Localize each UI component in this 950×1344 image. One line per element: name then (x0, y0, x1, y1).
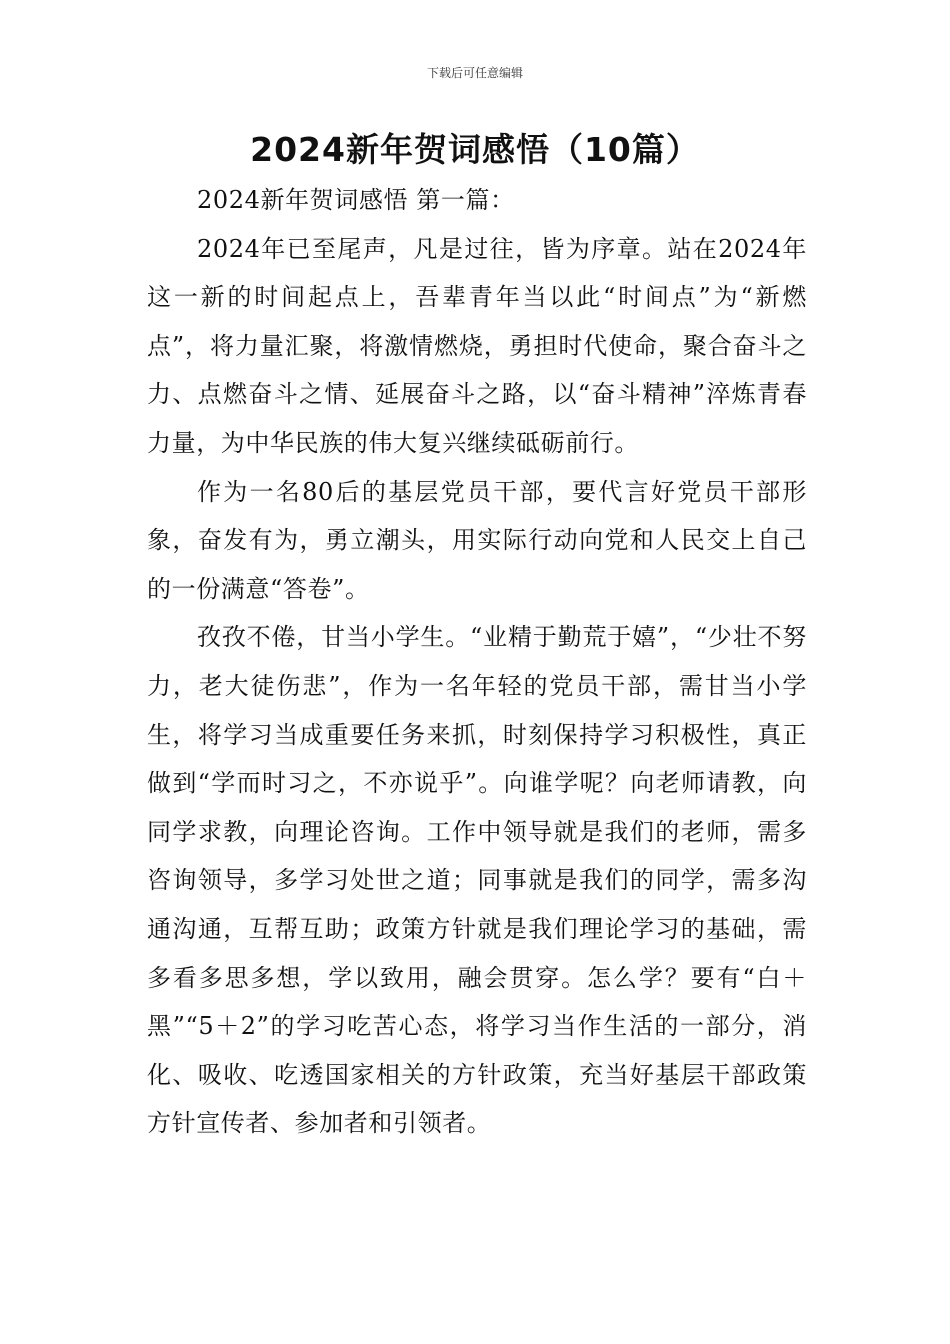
paragraph-1: 2024年已至尾声，凡是过往，皆为序章。站在2024年这一新的时间起点上，吾辈青年当以此“时间点”为“新燃点”，将力量汇聚，将激情燃烧，勇担时代使命，聚合奋斗之力、点燃奋斗之情、延展奋斗之路，以“奋斗精神”淬炼青春力量，为中华民族的伟大复兴继续砥砺前行。 (147, 234, 807, 457)
section-heading: 2024新年贺词感悟 第一篇： (197, 186, 515, 214)
paragraph-2: 作为一名80后的基层党员干部，要代言好党员干部形象，奋发有为，勇立潮头，用实际行动向党和人民交上自己的一份满意“答卷”。 (147, 477, 807, 603)
header-note: 下载后可任意编辑 (426, 66, 523, 80)
document-body (147, 176, 807, 1148)
document-title: 2024新年贺词感悟（10篇） (250, 130, 700, 169)
paragraph-3: 孜孜不倦，甘当小学生。“业精于勤荒于嬉”，“少壮不努力，老大徒伤悲”，作为一名年轻的党员干部，需甘当小学生，将学习当成重要任务来抓，时刻保持学习积极性，真正做到“学而时习之，不亦说乎”。向谁学呢？向老师请教，向同学求教，向理论咨询。工作中领导就是我们的老师，需多咨询领导，多学习处世之道；同事就是我们的同学，需多沟通沟通，互帮互助；政策方针就是我们理论学习的基础，需多看多思多想，学以致用，融会贯穿。怎么学？要有“白＋黑”“5＋2”的学习吃苦心态，将学习当作生活的一部分，消化、吸收、吃透国家相关的方针政策，充当好基层干部政策方针宣传者、参加者和引领者。 (147, 623, 807, 1138)
